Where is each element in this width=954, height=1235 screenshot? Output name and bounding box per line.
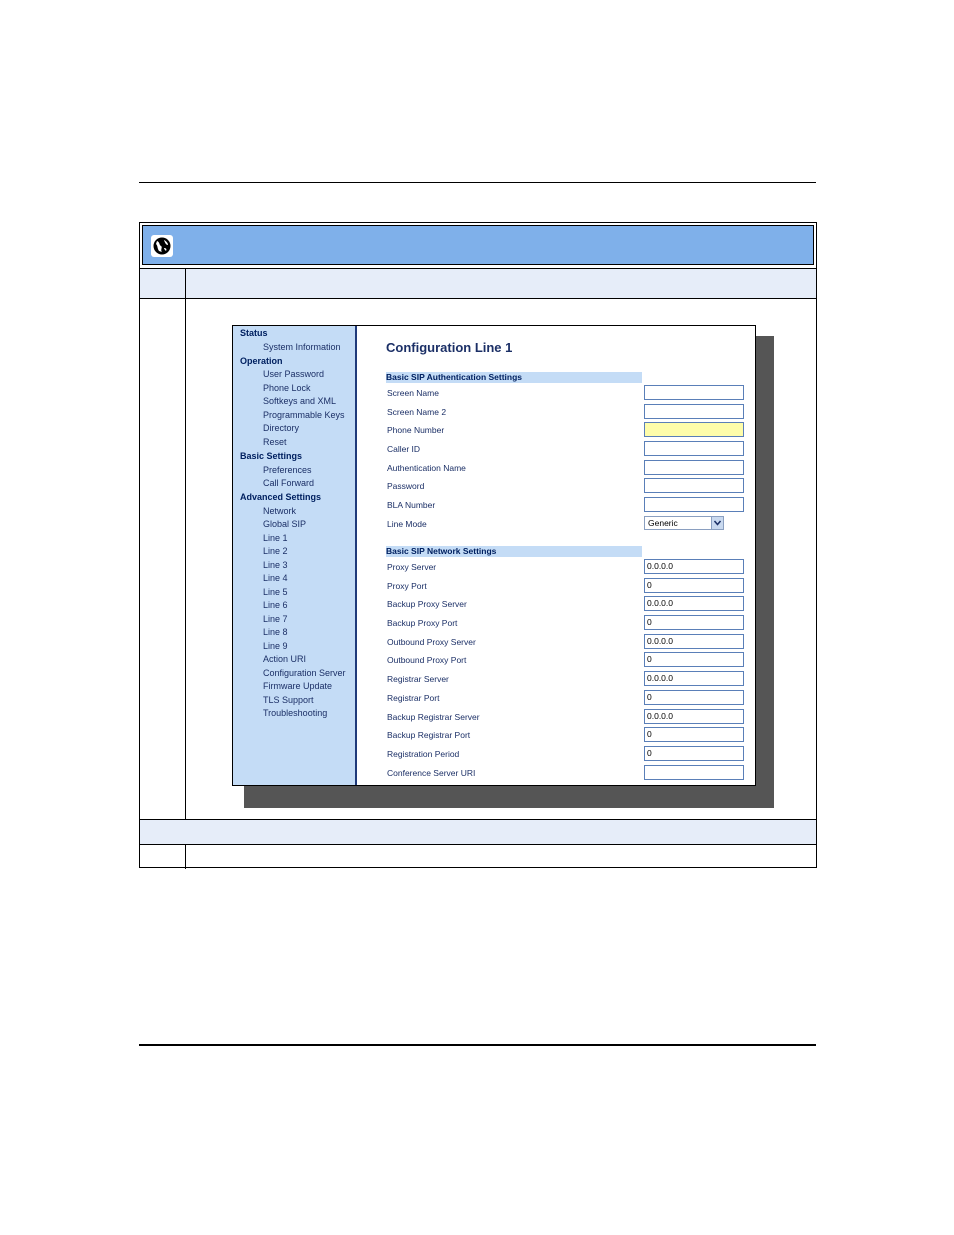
- nav-item-line-9[interactable]: Line 9: [263, 641, 288, 651]
- caller-id-input[interactable]: [644, 441, 744, 456]
- registrar-server-label: Registrar Server: [387, 674, 449, 684]
- nav-item-action-uri[interactable]: Action URI: [263, 654, 307, 664]
- step-row: [140, 844, 816, 869]
- proxy-port-label: Proxy Port: [387, 581, 427, 591]
- top-rule: [139, 182, 816, 183]
- nav-item-line-5[interactable]: Line 5: [263, 587, 288, 597]
- backup-proxy-port-input[interactable]: 0: [644, 615, 744, 630]
- nav-item-tls-support[interactable]: TLS Support: [263, 695, 314, 705]
- backup-proxy-port-label: Backup Proxy Port: [387, 618, 458, 628]
- nav-item-configuration-server[interactable]: Configuration Server: [263, 668, 346, 678]
- outbound-proxy-port-input[interactable]: 0: [644, 652, 744, 667]
- nav-item-troubleshooting[interactable]: Troubleshooting: [263, 708, 328, 718]
- dropdown-arrow[interactable]: [711, 517, 723, 529]
- authentication-name-input[interactable]: [644, 460, 744, 475]
- note-row: [140, 819, 816, 845]
- auth-section-header: Basic SIP Authentication Settings: [386, 372, 642, 383]
- nav-item-line-3[interactable]: Line 3: [263, 560, 288, 570]
- bottom-rule: [139, 1044, 816, 1046]
- registrar-server-input[interactable]: 0.0.0.0: [644, 671, 744, 686]
- chevron-down-icon: [714, 520, 721, 526]
- registration-period-input[interactable]: 0: [644, 746, 744, 761]
- web-ui-screenshot: [232, 325, 756, 786]
- password-input[interactable]: [644, 478, 744, 493]
- main-content: [357, 326, 755, 785]
- conference-server-uri-label: Conference Server URI: [387, 768, 476, 778]
- nav-item-line-7[interactable]: Line 7: [263, 614, 288, 624]
- registration-period-label: Registration Period: [387, 749, 460, 759]
- bla-number-label: BLA Number: [387, 500, 436, 510]
- page-title: Configuration Line 1: [386, 340, 513, 355]
- nav-item-call-forward[interactable]: Call Forward: [263, 478, 315, 488]
- backup-registrar-port-label: Backup Registrar Port: [387, 730, 471, 740]
- backup-registrar-port-input[interactable]: 0: [644, 727, 744, 742]
- network-section-header: Basic SIP Network Settings: [386, 546, 642, 557]
- proxy-port-input[interactable]: 0: [644, 578, 744, 593]
- nav-item-firmware-update[interactable]: Firmware Update: [263, 681, 333, 691]
- phone-number-input[interactable]: [644, 422, 744, 437]
- nav-section-status[interactable]: Status: [240, 328, 268, 338]
- registrar-port-label: Registrar Port: [387, 693, 440, 703]
- procedure-header: [142, 225, 814, 265]
- outbound-proxy-port-label: Outbound Proxy Port: [387, 655, 467, 665]
- nav-item-network[interactable]: Network: [263, 506, 297, 516]
- nav-item-preferences[interactable]: Preferences: [263, 465, 312, 475]
- nav-item-programmable-keys[interactable]: Programmable Keys: [263, 410, 345, 420]
- authentication-name-label: Authentication Name: [387, 463, 466, 473]
- caller-id-label: Caller ID: [387, 444, 421, 454]
- nav-item-global-sip[interactable]: Global SIP: [263, 519, 307, 529]
- nav-item-line-4[interactable]: Line 4: [263, 573, 288, 583]
- nav-item-line-6[interactable]: Line 6: [263, 600, 288, 610]
- nav-item-user-password[interactable]: User Password: [263, 369, 325, 379]
- registrar-port-input[interactable]: 0: [644, 690, 744, 705]
- nav-item-softkeys-xml[interactable]: Softkeys and XML: [263, 396, 337, 406]
- phone-number-label: Phone Number: [387, 425, 445, 435]
- nav-section-advanced-settings[interactable]: Advanced Settings: [240, 492, 322, 502]
- globe-icon: [151, 235, 173, 257]
- step-header-row: [140, 268, 816, 299]
- nav-item-reset[interactable]: Reset: [263, 437, 287, 447]
- outbound-proxy-server-label: Outbound Proxy Server: [387, 637, 476, 647]
- screen-name-input[interactable]: [644, 385, 744, 400]
- nav-item-line-1[interactable]: Line 1: [263, 533, 288, 543]
- screen-name-label: Screen Name: [387, 388, 439, 398]
- backup-proxy-server-label: Backup Proxy Server: [387, 599, 467, 609]
- screen-name-2-label: Screen Name 2: [387, 407, 447, 417]
- line-mode-label: Line Mode: [387, 519, 427, 529]
- sidebar-nav: [233, 326, 357, 785]
- line-mode-value: Generic: [648, 518, 678, 528]
- bla-number-input[interactable]: [644, 497, 744, 512]
- nav-item-directory[interactable]: Directory: [263, 423, 300, 433]
- nav-item-system-information[interactable]: System Information: [263, 342, 341, 352]
- nav-item-line-2[interactable]: Line 2: [263, 546, 288, 556]
- line-mode-select[interactable]: [644, 516, 724, 530]
- nav-section-basic-settings[interactable]: Basic Settings: [240, 451, 303, 461]
- backup-registrar-server-label: Backup Registrar Server: [387, 712, 480, 722]
- backup-proxy-server-input[interactable]: 0.0.0.0: [644, 596, 744, 611]
- proxy-server-input[interactable]: 0.0.0.0: [644, 559, 744, 574]
- nav-item-line-8[interactable]: Line 8: [263, 627, 288, 637]
- outbound-proxy-server-input[interactable]: 0.0.0.0: [644, 634, 744, 649]
- password-label: Password: [387, 481, 425, 491]
- backup-registrar-server-input[interactable]: 0.0.0.0: [644, 709, 744, 724]
- conference-server-uri-input[interactable]: [644, 765, 744, 780]
- proxy-server-label: Proxy Server: [387, 562, 437, 572]
- nav-section-operation[interactable]: Operation: [240, 356, 283, 366]
- nav-item-phone-lock[interactable]: Phone Lock: [263, 383, 311, 393]
- screen-name-2-input[interactable]: [644, 404, 744, 419]
